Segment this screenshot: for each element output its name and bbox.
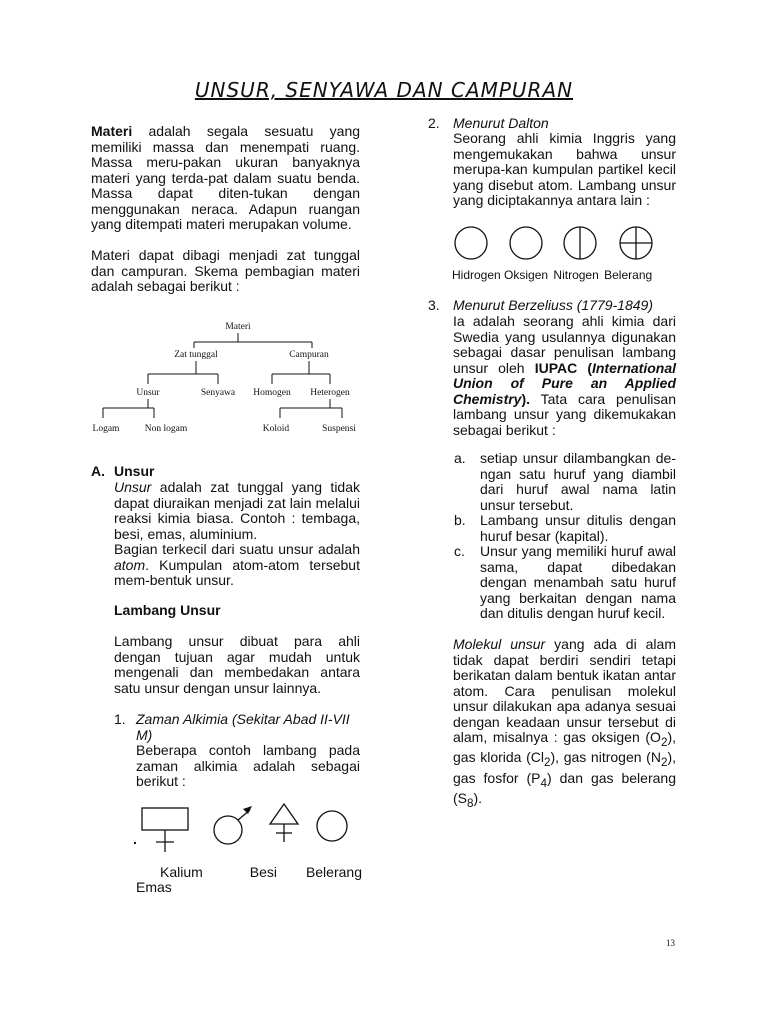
hidrogen-symbol (455, 227, 487, 259)
sub-chlorine: 2 (544, 756, 551, 770)
lambang-unsur-text: Lambang unsur dibuat para ahli dengan tujuan agar mudah untuk mengenali dan membedakan antara satu unsur dengan unsur lainnya. (114, 633, 360, 696)
emas-symbol (317, 811, 347, 841)
rule-a-text: setiap unsur dilambangkan de-ngan satu huruf yang diambil dari huruf awal nama latin unsur tersebut. (480, 450, 676, 513)
lambang-unsur-heading: Lambang Unsur (114, 602, 221, 618)
sub-sulfur: 8 (467, 796, 474, 810)
label-hidrogen: Hidrogen (452, 268, 501, 282)
rule-c-marker: c. (454, 543, 465, 559)
intro-paragraph-1 (91, 124, 360, 233)
unsur-definition: adalah zat tunggal yang tidak dapat diuraikan menjadi zat lain melalui reaksi kimia biasa. Contoh : tembaga, besi, emas, aluminium. (114, 479, 361, 542)
alchemy-symbols (126, 800, 366, 856)
unsur-term: Unsur (114, 479, 152, 495)
molekul-term: Molekul unsur (453, 636, 546, 652)
label-besi: Besi (249, 864, 277, 880)
label-belerang-dalton: Belerang (604, 268, 653, 282)
rule-a-marker: a. (454, 450, 466, 466)
label-oksigen: Oksigen (504, 268, 549, 282)
label-emas: Emas (136, 879, 172, 895)
tree-koloid: Koloid (262, 424, 290, 434)
molekul-text-5: ) dan gas belerang (S (453, 769, 676, 806)
tree-zat-tunggal: Zat tunggal (174, 350, 218, 360)
section-a-paragraph-1 (114, 480, 360, 542)
dalton-labels (452, 268, 652, 282)
belerang-dalton-symbol (620, 227, 652, 259)
item-2-text: Seorang ahli kimia Inggris yang mengemukakan bahwa unsur merupa-kan kumpulan partikel kecil yang disebut atom. Lambang unsur yang diciptakannya antara lain : (453, 130, 676, 208)
page-title: UNSUR, SENYAWA DAN CAMPURAN (194, 78, 574, 102)
dalton-symbols (450, 224, 665, 264)
tree-campuran: Campuran (289, 350, 329, 360)
section-a-heading: Unsur (114, 463, 155, 479)
materi-tree-diagram (80, 314, 370, 438)
item-2-title: Menurut Dalton (453, 115, 549, 131)
iupac-abbrev: IUPAC ( (534, 359, 592, 376)
intro-rest: memiliki massa dan menempati ruang. Massa meru-pakan ukuran banyaknya materi yang terda-pat dalam suatu benda. Massa dapat diten-tukan dengan menggunakan neraca. Adapun ruangan yang ditempati materi merupakan volume. (91, 138, 360, 232)
atom-text-pre: Bagian terkecil dari suatu unsur adalah (114, 541, 360, 557)
label-belerang: Belerang (305, 864, 362, 880)
tree-unsur: Unsur (136, 388, 160, 398)
molekul-text-4: ), gas fosfor (P (453, 749, 676, 786)
oksigen-symbol (510, 227, 542, 259)
sub-nitrogen: 2 (660, 756, 668, 770)
item-1-text: Beberapa contoh lambang pada zaman alkimia adalah sebagai berikut : (136, 742, 360, 789)
molekul-text: yang ada di alam tidak dapat berdiri sendiri tetapi berikatan dalam bentuk ikatan antar atom. Cara penulisan molekul unsur dilakukan apa adanya sesuai dengan keadaan unsur tersebut di alam, misalnya : gas oksigen (O (453, 636, 676, 745)
stray-dot: . (133, 831, 137, 847)
tree-root: Materi (225, 322, 251, 332)
materi-term: Materi (91, 123, 133, 139)
atom-text-post: . Kumpulan atom-atom tersebut mem-bentuk unsur. (114, 556, 360, 588)
atom-term: atom (114, 556, 146, 573)
rule-c-text: Unsur yang memiliki huruf awal sama, dapat dibedakan dengan menambah satu huruf yang berkaitan dengan nama dan ditulis dengan huruf kecil. (480, 543, 676, 621)
label-kalium: Kalium (160, 864, 203, 880)
tree-heterogen: Heterogen (310, 388, 350, 398)
section-a-paragraph-2 (114, 542, 360, 589)
iupac-close: ). (521, 390, 531, 407)
tree-non-logam: Non logam (144, 424, 188, 434)
iupac-full-name: International Union of Pure an Applied Chemistry (453, 359, 676, 407)
belerang-symbol (270, 804, 298, 842)
berzelius-text-pre: Ia adalah seorang ahli kimia dari Swedia yang usulannya digunakan sebagai dasar penulisan lambang unsur oleh (453, 313, 676, 376)
molekul-text-2: ), gas klorida (Cl (453, 729, 676, 766)
tree-suspensi: Suspensi (322, 424, 356, 434)
item-1-number: 1. (114, 711, 126, 727)
item-3-text (453, 314, 676, 438)
kalium-symbol (142, 808, 188, 852)
label-nitrogen: Nitrogen (553, 268, 599, 282)
intro-paragraph-2: Materi dapat dibagi menjadi zat tunggal dan campuran. Skema pembagian materi adalah sebagai berikut : (91, 247, 360, 294)
sub-oxygen: 2 (660, 735, 668, 749)
rule-b-text: Lambang unsur ditulis dengan huruf besar (kapital). (480, 512, 676, 544)
item-3-title: Menurut Berzeliuss (1779-1849) (453, 297, 653, 313)
rule-b-marker: b. (454, 512, 466, 528)
besi-symbol (214, 806, 252, 844)
tree-senyawa: Senyawa (200, 388, 236, 398)
item-2-number: 2. (428, 115, 440, 131)
tree-homogen: Homogen (253, 388, 291, 398)
molekul-paragraph (453, 637, 676, 811)
molekul-text-6: ). (473, 789, 483, 806)
page-number: 13 (666, 938, 675, 948)
sub-phosphorus: 4 (540, 776, 547, 790)
item-3-number: 3. (428, 297, 440, 313)
nitrogen-symbol (564, 227, 596, 259)
section-a-marker: A. (91, 463, 105, 479)
tree-logam: Logam (92, 424, 120, 434)
berzelius-text-post: Tata cara penulisan lambang unsur yang dikemukakan sebagai berikut : (453, 390, 676, 438)
intro-line-1: adalah segala sesuatu yang (148, 123, 361, 139)
item-1-title: Zaman Alkimia (Sekitar Abad II-VII M) (136, 711, 350, 743)
molekul-text-3: ), gas nitrogen (N (550, 749, 661, 766)
